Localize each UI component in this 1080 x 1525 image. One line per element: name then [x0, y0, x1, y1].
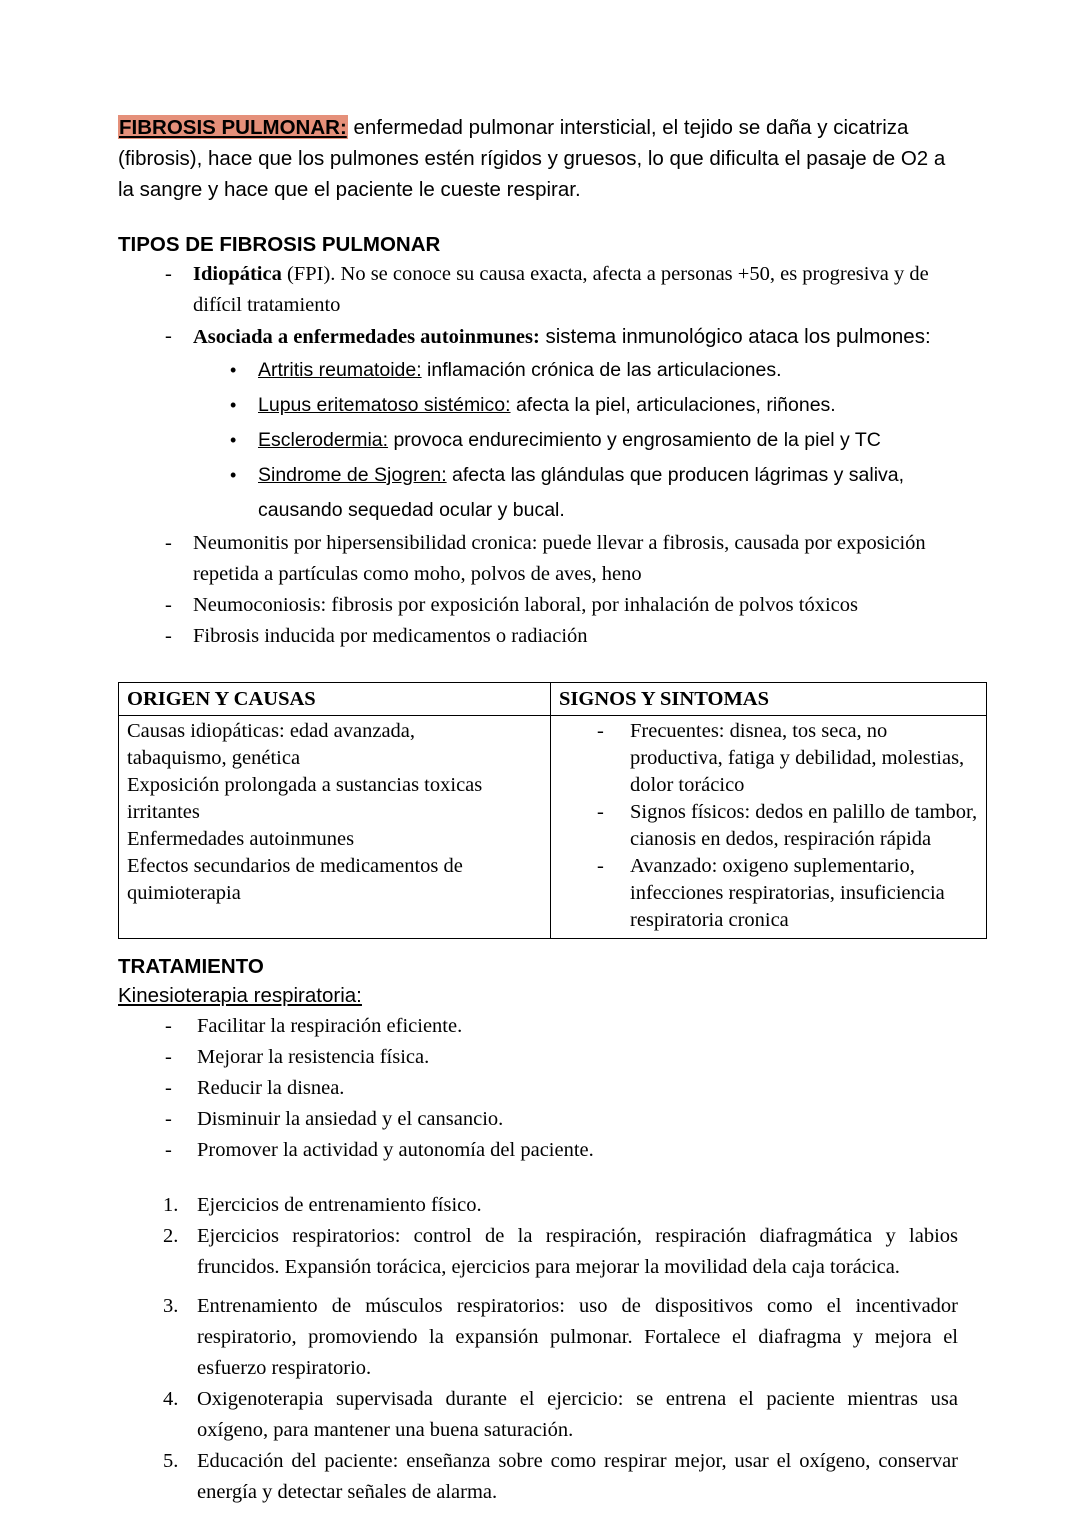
list-item	[163, 1190, 958, 1221]
signos-symptom-list	[559, 718, 980, 934]
list-item-lead: Asociada a enfermedades autoinmunes:	[193, 326, 540, 348]
table-cell-origen	[119, 716, 551, 939]
dash-marker: -	[597, 801, 604, 823]
dash-marker: -	[165, 1015, 172, 1037]
tratamiento-goals-list	[165, 1011, 958, 1166]
list-item-text	[258, 388, 958, 423]
origen-line: Efectos secundarios de medicamentos de	[127, 855, 463, 877]
tipos-primary-list	[165, 259, 958, 353]
dash-marker: -	[165, 325, 172, 347]
origen-line: Exposición prolongada a sustancias toxicas	[127, 774, 483, 796]
list-item	[165, 1042, 958, 1073]
dash-marker: -	[165, 532, 172, 554]
intro-paragraph	[118, 112, 950, 205]
list-item-text: Neumonitis por hipersensibilidad cronica: puede llevar a fibrosis, causada por exposición repetida a partículas como moho, polvos de aves, heno	[193, 532, 926, 585]
table-header-origen: ORIGEN Y CAUSAS	[119, 683, 551, 716]
list-item-text: Avanzado: oxigeno suplementario, infecciones respiratorias, insuficiencia respiratoria cronica	[630, 855, 945, 931]
number-marker: 3.	[163, 1295, 179, 1317]
list-item-lead: Sindrome de Sjogren:	[258, 464, 447, 486]
bullet-marker: •	[230, 465, 237, 485]
list-item-rest: afecta la piel, articulaciones, riñones.	[510, 394, 836, 416]
bullet-marker: •	[230, 430, 237, 450]
table-body-row	[119, 716, 987, 939]
spacer	[163, 1283, 958, 1291]
list-item	[165, 621, 958, 652]
origen-line: irritantes	[127, 801, 200, 823]
origen-signos-table	[118, 682, 987, 939]
list-item-rest: provoca endurecimiento y engrosamiento de la piel y TC	[388, 429, 881, 451]
table-header-row	[119, 683, 987, 716]
list-item-text	[258, 353, 958, 388]
list-item	[165, 1135, 958, 1166]
table-header-signos: SIGNOS Y SINTOMAS	[551, 683, 987, 716]
list-item	[165, 590, 958, 621]
list-item	[230, 458, 958, 528]
list-item-text: Facilitar la respiración eficiente.	[197, 1015, 463, 1037]
list-item	[165, 1011, 958, 1042]
document-content	[118, 112, 978, 1508]
list-item-text	[258, 423, 958, 458]
list-item-text: Frecuentes: disnea, tos seca, no productiva, fatiga y debilidad, molestias, dolor torácico	[630, 720, 965, 796]
origen-line: Enfermedades autoinmunes	[127, 828, 355, 850]
list-item-text	[258, 458, 958, 528]
list-item-text: Oxigenoterapia supervisada durante el ejercicio: se entrena el paciente mientras usa oxígeno, para mantener una buena saturación.	[197, 1388, 958, 1441]
autoinmunes-bullet-list	[230, 353, 958, 528]
list-item	[230, 388, 958, 423]
list-item	[165, 1073, 958, 1104]
dash-marker: -	[597, 720, 604, 742]
subheading-text: Kinesioterapia respiratoria:	[118, 984, 362, 1007]
table-cell-signos	[551, 716, 987, 939]
number-marker: 2.	[163, 1225, 179, 1247]
list-item	[163, 1221, 958, 1283]
dash-marker: -	[165, 1139, 172, 1161]
list-item-text: Signos físicos: dedos en palillo de tambor, cianosis en dedos, respiración rápida	[630, 801, 978, 850]
list-item-text: Educación del paciente: enseñanza sobre como respirar mejor, usar el oxígeno, conservar energía y detectar señales de alarma.	[197, 1450, 958, 1503]
list-item-rest: afecta las glándulas que producen lágrimas y saliva, causando sequedad ocular y bucal.	[258, 464, 905, 521]
list-item-text: Promover la actividad y autonomía del paciente.	[197, 1139, 594, 1161]
tratamiento-numbered-list	[163, 1190, 958, 1508]
dash-marker: -	[165, 263, 172, 285]
list-item	[230, 353, 958, 388]
list-item-text: Fibrosis inducida por medicamentos o radiación	[193, 625, 588, 647]
spacer	[118, 939, 958, 953]
origen-line: quimioterapia	[127, 882, 241, 904]
list-item-lead: Lupus eritematoso sistémico:	[258, 394, 511, 416]
origen-line: tabaquismo, genética	[127, 747, 301, 769]
list-item-lead: Artritis reumatoide:	[258, 359, 422, 381]
list-item-rest: sistema inmunológico ataca los pulmones:	[539, 325, 931, 348]
list-item	[165, 321, 958, 353]
origen-line: Causas idiopáticas: edad avanzada,	[127, 720, 416, 742]
list-item-lead: Idiopática	[193, 263, 282, 285]
list-item	[165, 1104, 958, 1135]
dash-marker: -	[165, 1077, 172, 1099]
list-item-text	[193, 321, 958, 353]
list-item-rest: (FPI). No se conoce su causa exacta, afecta a personas +50, es progresiva y de difícil tratamiento	[193, 263, 929, 316]
list-item-text: Ejercicios de entrenamiento físico.	[197, 1194, 482, 1216]
list-item-text: Mejorar la resistencia física.	[197, 1046, 430, 1068]
number-marker: 1.	[163, 1194, 179, 1216]
list-item-rest: inflamación crónica de las articulaciones.	[421, 359, 782, 381]
list-item-text: Reducir la disnea.	[197, 1077, 345, 1099]
dash-marker: -	[165, 1108, 172, 1130]
list-item	[559, 718, 980, 799]
list-item-text: Entrenamiento de músculos respiratorios: uso de dispositivos como el incentivador respiratorio, promoviendo la expansión pulmonar. Fortalece el diafragma y mejora el esfuerzo respiratorio.	[197, 1295, 958, 1379]
list-item	[559, 853, 980, 934]
dash-marker: -	[165, 594, 172, 616]
list-item	[230, 423, 958, 458]
list-item	[165, 259, 958, 321]
list-item-text: Disminuir la ansiedad y el cansancio.	[197, 1108, 504, 1130]
bullet-marker: •	[230, 395, 237, 415]
list-item	[559, 799, 980, 853]
number-marker: 4.	[163, 1388, 179, 1410]
section-heading-tratamiento: TRATAMIENTO	[118, 955, 264, 978]
list-item	[163, 1384, 958, 1446]
list-item-lead: Esclerodermia:	[258, 429, 389, 451]
dash-marker: -	[165, 625, 172, 647]
list-item-text	[193, 259, 958, 321]
number-marker: 5.	[163, 1450, 179, 1472]
list-item	[165, 528, 958, 590]
section-heading-tipos: TIPOS DE FIBROSIS PULMONAR	[118, 233, 441, 256]
intro-body-text: enfermedad pulmonar intersticial, el tejido se daña y cicatriza (fibrosis), hace que los pulmones estén rígidos y gruesos, lo que dificulta el pasaje de O2 a la sangre y hace que el paciente le cueste respirar.	[118, 116, 946, 201]
list-item-text: Ejercicios respiratorios: control de la respiración, respiración diafragmática y labios fruncidos. Expansión torácica, ejercicios para mejorar la movilidad dela caja torácica.	[197, 1225, 958, 1278]
bullet-marker: •	[230, 360, 237, 380]
list-item	[163, 1291, 958, 1384]
origen-causes-list	[127, 718, 544, 923]
tipos-tail-list	[165, 528, 958, 652]
list-item-text: Neumoconiosis: fibrosis por exposición laboral, por inhalación de polvos tóxicos	[193, 594, 858, 616]
dash-marker: -	[165, 1046, 172, 1068]
dash-marker: -	[597, 855, 604, 877]
subheading-kinesioterapia	[118, 981, 958, 1011]
list-item	[163, 1446, 958, 1508]
highlighted-title: FIBROSIS PULMONAR:	[119, 116, 347, 139]
